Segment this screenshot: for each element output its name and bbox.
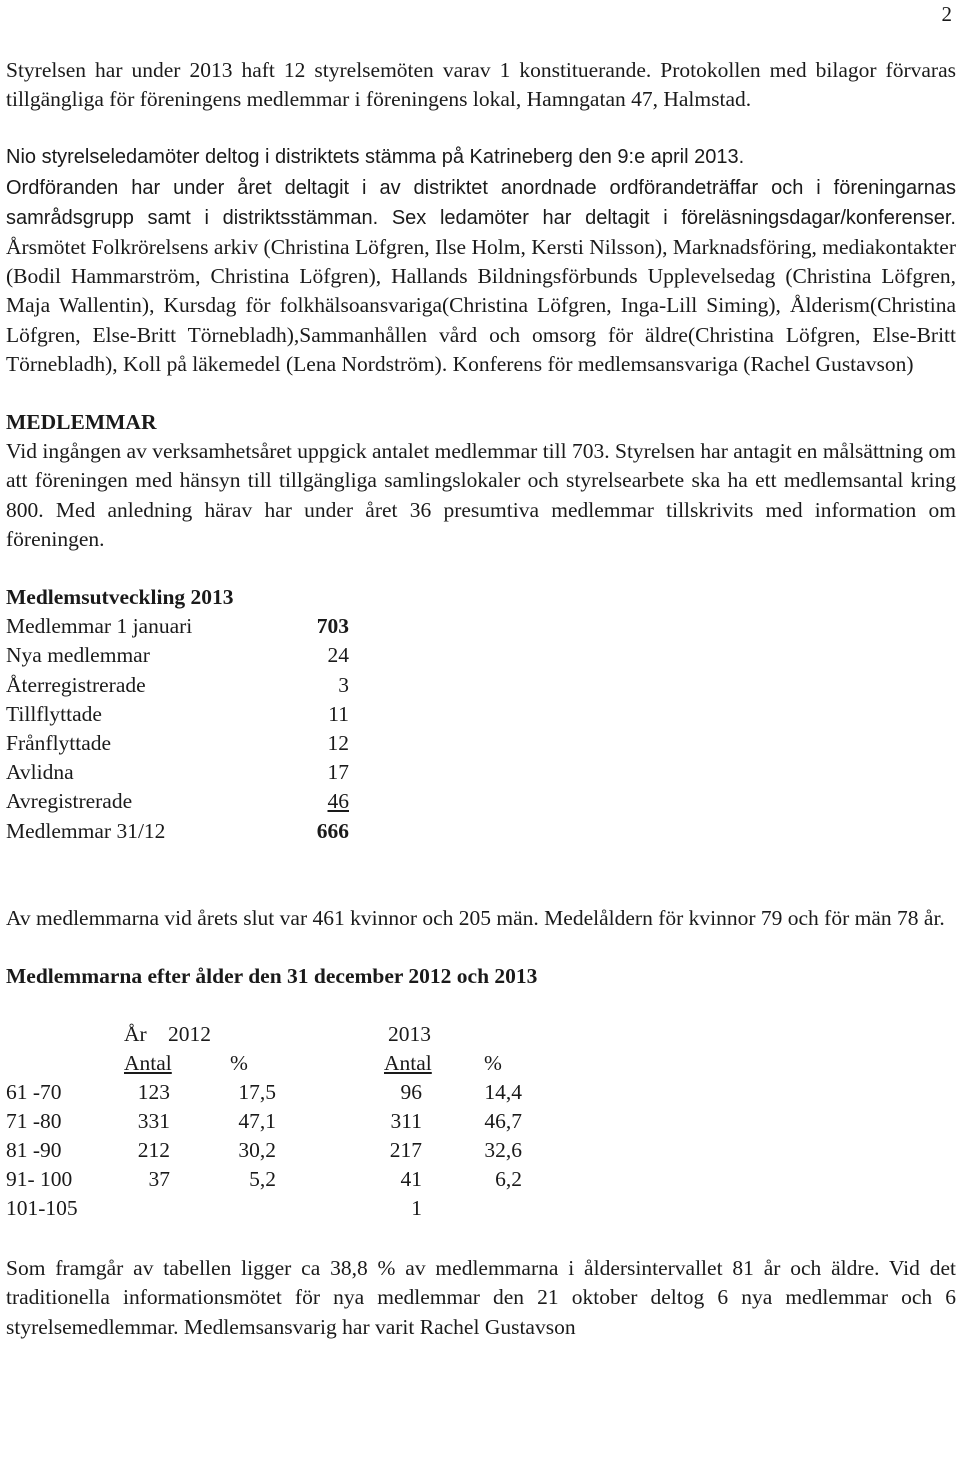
development-row: [6, 612, 366, 641]
age-year-label: År: [124, 1022, 147, 1047]
paragraph-conferences: [6, 173, 956, 379]
age-col-antal-2013: [380, 1049, 506, 1078]
age-table: [6, 1020, 956, 1234]
development-row: [6, 729, 366, 758]
age-antal-2012: 123: [137, 1080, 170, 1105]
age-antal-2013: 1: [411, 1196, 422, 1221]
document-body: [6, 56, 956, 1342]
development-row-value: 666: [316, 818, 349, 843]
page-number: 2: [941, 2, 952, 26]
development-row: [6, 758, 366, 787]
development-row-label: Tillflyttade: [6, 701, 102, 726]
development-row-value: 11: [328, 701, 349, 726]
development-row-label: Medlemmar 31/12: [6, 818, 166, 843]
development-row-label: Återregistrerade: [6, 672, 146, 697]
age-year-2013: 2013: [388, 1022, 431, 1047]
age-pct-2013: 14,4: [484, 1080, 522, 1105]
development-row: [6, 700, 366, 729]
age-range: 81 -90: [6, 1138, 62, 1163]
development-row: [6, 671, 366, 700]
age-heading: Medlemmarna efter ålder den 31 december 2012 och 2013: [6, 964, 538, 989]
age-antal-2012: 37: [148, 1167, 170, 1192]
age-antal-2013: 96: [400, 1080, 422, 1105]
development-row-label: Avlidna: [6, 760, 74, 785]
age-pct-2013: 46,7: [484, 1109, 522, 1134]
final-paragraph: Som framgår av tabellen ligger ca 38,8 % av medlemmarna i åldersintervallet 81 år och äldre. Vid det traditionella informationsmötet för nya medlemmar den 21 oktober deltog 6 nya medlemmar och 6 styrelsemedlemmar. Medlemsansvarig har varit Rachel Gustavson: [6, 1256, 956, 1339]
age-antal-2012: 212: [137, 1138, 170, 1163]
age-pct-2012: 17,5: [238, 1080, 276, 1105]
development-heading: Medlemsutveckling 2013: [6, 585, 234, 610]
age-range: 101-105: [6, 1196, 78, 1221]
development-row-label: Nya medlemmar: [6, 643, 150, 668]
age-antal-2012: 331: [137, 1109, 170, 1134]
paragraph-board-meetings: Styrelsen har under 2013 haft 12 styrelsemöten varav 1 konstituerande. Protokollen med bilagor förvaras tillgängliga för föreningens medlemmar i föreningens lokal, Hamngatan 47, Halmstad.: [6, 58, 956, 112]
development-row: [6, 817, 366, 846]
members-heading: MEDLEMMAR: [6, 410, 157, 435]
development-row-value: 17: [327, 760, 349, 785]
age-year-2012: 2012: [168, 1022, 211, 1047]
age-antal-2013: 217: [389, 1138, 422, 1163]
age-antal-2013: 311: [390, 1109, 422, 1134]
development-row-value: 24: [327, 643, 349, 668]
development-row-label: Frånflyttade: [6, 731, 112, 756]
development-row-value: 3: [338, 672, 349, 697]
age-antal-2013: 41: [400, 1167, 422, 1192]
gender-paragraph: Av medlemmarna vid årets slut var 461 kvinnor och 205 män. Medelåldern för kvinnor 79 och för män 78 år.: [6, 905, 945, 930]
age-pct-2013: 32,6: [484, 1138, 522, 1163]
age-pct-2012: 30,2: [238, 1138, 276, 1163]
age-pct-2013: 6,2: [495, 1167, 522, 1192]
development-row: [6, 641, 366, 670]
age-col-antal-2013-text: Antal: [384, 1051, 432, 1076]
age-col-antal-2012-text: Antal: [124, 1051, 172, 1076]
development-row: [6, 787, 366, 816]
age-pct-2012: 47,1: [238, 1109, 276, 1134]
age-range: 61 -70: [6, 1080, 62, 1105]
development-row-value: 12: [327, 731, 349, 756]
paragraph-district-meeting: Nio styrelseledamöter deltog i distriktets stämma på Katrineberg den 9:e april 2013.: [6, 146, 745, 169]
development-table: [6, 612, 366, 846]
development-row-label: Avregistrerade: [6, 789, 133, 814]
development-row-value: 46: [327, 789, 349, 814]
development-row-value: 703: [316, 614, 349, 639]
paragraph-conferences-serif: Årsmötet Folkrörelsens arkiv (Christina Löfgren, Ilse Holm, Kersti Nilsson), Marknadsföring, mediakontakter (Bodil Hammarström, Christina Löfgren), Hallands Bildningsförbunds Upplevelsedag (Christina Löfgren, Maja Wallentin), Kursdag för folkhälsoansvariga(Christina Löfgren, Inga-Lill Siming), Ålderism(Christina Löfgren, Else-Britt Törnebladh),Sammanhållen vård och omsorg för äldre(Christina Löfgren, Else-Britt Törnebladh), Koll på läkemedel (Lena Nordström). Konferens för medlemsansvariga (Rachel Gustavson): [6, 235, 956, 376]
age-pct-2012: 5,2: [249, 1167, 276, 1192]
age-col-pct-2012: %: [230, 1051, 248, 1076]
paragraph-conferences-sans: Ordföranden har under året deltagit i av distriktet anordnade ordförandeträffar och i föreningarnas samrådsgrupp samt i distriktsstämman. Sex ledamöter har deltagit i föreläsningsdagar/konferenser.: [6, 176, 956, 229]
age-range: 71 -80: [6, 1109, 62, 1134]
development-row-label: Medlemmar 1 januari: [6, 614, 193, 639]
age-range: 91- 100: [6, 1167, 73, 1192]
age-col-pct-2013: %: [484, 1051, 502, 1076]
members-paragraph: Vid ingången av verksamhetsåret uppgick antalet medlemmar till 703. Styrelsen har antagit en målsättning om att föreningen med hänsyn till tillgängliga samlingslokaler och styrelsearbete ska ha ett medlemsantal kring 800. Med anledning härav har under året 36 presumtiva medlemmar tillskrivits med information om föreningen.: [6, 439, 956, 551]
age-col-antal-2012: [124, 1049, 380, 1078]
